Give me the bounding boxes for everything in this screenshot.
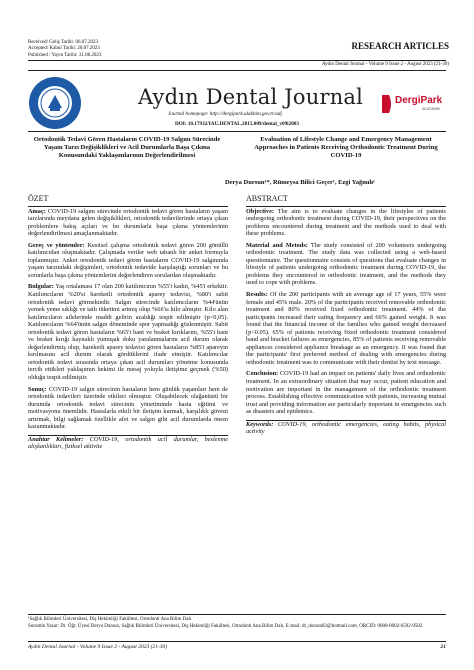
abstract-keywords-rule — [246, 420, 446, 421]
abstract-methods: Material and Metods: The study consisted of 200 volunteers undergoing orthodontic treatment. The study data was collected using a web-based questionnaire. The questionnaire consists of questions that evaluate changes in lifestyle of patients undergoing orthodontic treatment during COVID-19, the problems they encountered in orthodontic treatment, and the methods they used to cope with problems. — [246, 241, 446, 287]
abstract-results: Results: Of the 200 participants with an average age of 17 years, 55% were female and 45% male. 20% of the participants received removable orthodontic treatment and 80% received fixed orthodontic treatment. 44% of the participants increased their eating frequency and 66% gained weight. It was found that the financial income of the families who gained weight decreased (p<0.05). 65% of patients receiving fixed orthodontic treatment considered band and bracket failures as emergencies, 85% of patients receiving removable appliances considered appliance breakage as an emergency. It was found that the participants' first preferred method of dealing with emergencies during orthodontic treatment was to communicate with their dentist by text message. — [246, 291, 446, 366]
ozet-column — [28, 195, 228, 455]
received-date: Received/ Geliş Tarihi: 06.07.2023 — [28, 40, 98, 45]
published-date: Published / Yayın Tarihi: 31.08.2023 — [28, 52, 102, 58]
accepted-date: Accepted/ Kabul Tarihi: 20.07.2023 — [28, 46, 100, 52]
header-rule — [28, 60, 446, 61]
header-rule-2 — [28, 70, 446, 71]
page-number: 21 — [440, 644, 446, 650]
authors: Derya Dursun¹*, Rümeysa Bilici Geçer¹, Ezgi Yağmılı¹ — [224, 179, 376, 186]
title-rule — [28, 131, 446, 132]
header-citation: Aydın Dental Journal - Volume 9 Issue 2 - August 2023 (21-30) — [322, 62, 449, 67]
dergipark-mark-icon — [380, 93, 394, 115]
ozet-sonuc: Sonuç: COVID-19 salgın sürecinin hastaların hem günlük yaşamları hem de ortodontik tedavileri üzerinde etkileri olmuştur. Oluşabilecek olağanüstü bir durumda ortodontik tedavi sürecinin yönetiminde hasta eğitimi ve motivasyonu önemlidir. Hastalarla etkili bir iletişim kurmak, karşılıklı güveni artırmak, bilgi sağlamak özellikle afet ve salgın gibi acil durumlarda önem kazanmaktadır. — [28, 385, 228, 431]
footnote-corresponding: Sorumlu Yazar: Dr. Öğr. Üyesi Derya Dursun, Sağlık Bilimleri Üniversitesi, Diş Hekimliği Fakültesi, Ortodonti Ana Bilim Dalı, E-mail: dt_dursun83@hotmail.com, ORCID: 0000-0002-6592-9502 — [28, 624, 423, 629]
abstract-column — [246, 195, 446, 440]
dates-block — [28, 40, 178, 59]
title-english: Evaluation of Lifestyle Change and Emergency Management Approaches in Patients Receiving Orthodontic Treatment During COVID-19 — [254, 136, 438, 159]
section-label: RESEARCH ARTICLES — [351, 41, 449, 51]
abstract-rule — [246, 206, 446, 207]
abstract-objective: Objective: The aim is to evaluate changes in the lifestyles of patients undergoing orthodontic treatment during COVID-19, their perspectives on the problems encountered during treatment and the methods used to deal with these problems. — [246, 207, 447, 238]
footnote-rule — [28, 614, 446, 615]
dergipark-wordmark: DergiPark — [395, 95, 443, 106]
abstract-heading: ABSTRACT — [246, 194, 288, 203]
page-footer — [28, 644, 446, 650]
abstract-keywords: Keywords: COVID-19, orthodontic emergencies, eating habits, physical activity — [246, 420, 447, 436]
ozet-keywords: Anahtar Kelimeler: COVID-19, ortodontik acil durumlar, beslenme alışkanlıkları, fiziksel aktivite — [28, 435, 229, 451]
ozet-amac: Amaç: COVID-19 salgını sürecinde ortodontik tedavi gören hastaların yaşam tarzlarında meydana gelen değişiklikleri, ortodontik tedavilerinde ortaya çıkan problemlere bakış açıları ve bu durumlarla başa çıkma yöntemlerinin değerlendirilmesi amaçlanmaktadır. — [28, 207, 228, 238]
ozet-gerec: Gereç ve yöntemler: Kesitsel çalışma ortodontik tedavi gören 200 gönüllü katılımcıdan oluşmaktadır. Çalışmada veriler web tabanlı bir anket formuyla toplanmıştır. Anket ortodontik tedavi gören hastaların COVID-19 salgınında yaşam tarzındaki değişimleri, ortodontik tedavide karşılaştığı sorunları ve bu sorunlarla başa çıkma yöntemlerini değerlendiren sorulardan oluşmaktadır. — [28, 241, 228, 279]
footer-citation: Aydın Dental Journal - Volume 9 Issue 2 - August 2023 (21-30) — [28, 644, 168, 650]
footer-rule — [28, 641, 446, 642]
abstract-conclusion: Conclusion: COVID-19 had an impact on patients' daily lives and orthodontic treatment. In an extraordinary situation that may occur, patient education and motivation are important in the management of the orthodontic treatment process. Establishing effective communication with patients, increasing mutual trust and providing information are particularly important in emergencies such as disasters and epidemics. — [246, 370, 447, 416]
dergipark-sub: AKADEMİK — [422, 107, 441, 111]
ozet-heading: ÖZET — [28, 194, 49, 203]
title-turkish: Ortodontik Tedavi Gören Hastaların COVID-19 Salgını Sürecinde Yaşam Tarzı Değişiklikleri ve Acil Durumlarla Başa Çıkma Konusundaki Yaklaşımlarının Değerlendirilmesi — [33, 136, 221, 159]
dergipark-logo — [380, 90, 452, 118]
ozet-keywords-rule — [28, 435, 228, 436]
journal-homepage[interactable]: Journal homepage: http://dergipark.ulakbim.gov.tr/adj — [168, 111, 282, 117]
journal-title: Aydın Dental Journal — [138, 85, 364, 109]
university-logo-icon — [28, 76, 82, 130]
footnote-affiliation: ¹Sağlık Bilimleri Üniversitesi, Diş Hekimliği Fakültesi, Ortodonti Ana Bilim Dalı — [28, 617, 192, 622]
doi-link[interactable]: DOI: 10.17932/IAU.DENTAL.2015.009/dental_v09i2003 — [175, 121, 299, 127]
ozet-rule — [28, 206, 228, 207]
ozet-bulgular: Bulgular: Yaş ortalaması 17 olan 200 katılımcının %55'i kadın, %45'i erkektir. Katılımcıların %20'si hareketli ortodontik aparey tedavisi, %80'i sabit ortodontik tedavi görmektedir. Salgın sürecinde katılımcıların %44'ünün yemek yeme sıklığı ve tatlı tüketimi artmış olup %66'sı kilo almıştır. Kilo alan katılımcıların ailelerinde maddi gelirin azaldığı tespit edilmiştir (p<0,05). Katılımcıların %64'ünün salgın döneminde spor yapmadığı gözlenmiştir. Sabit ortodontik tedavi gören hastaların %65'i bant ve braket kırıklarını, %55'i bant ve braket kırığı kaynaklı yumuşak doku yaralanmalarını acil durum olarak değerlendirmiş olup, hareketli aparey tedavisi gören hastaların %85'i apareyin kırılmasını acil durum olarak gördüklerini ifade etmiştir. Katılımcılar ortodontik tedavi sırasında ortaya çıkan acil durumları yönetme konusunda tercih ettikleri yaklaşımın hekimi ile mesaj yoluyla iletişime geçmek (%50) olduğu tespit edilmiştir. — [28, 283, 228, 382]
